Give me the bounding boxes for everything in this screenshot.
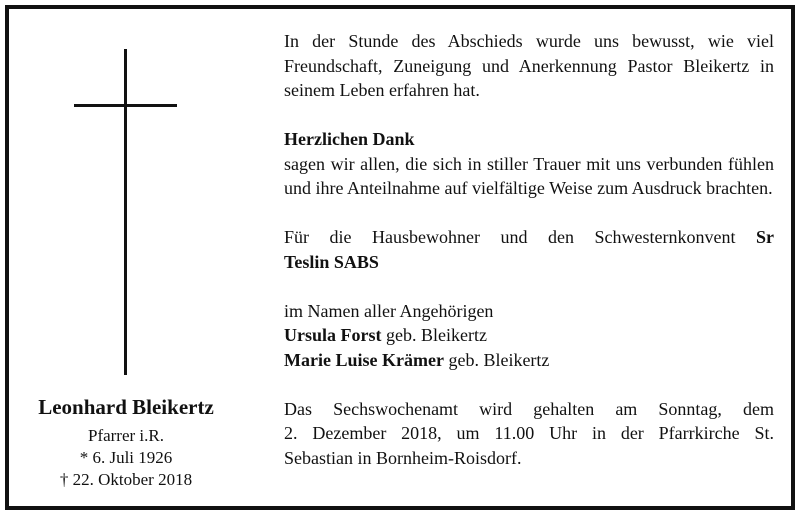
cross-symbol-vertical bbox=[124, 49, 127, 375]
residents-signatory-part1: Sr bbox=[756, 227, 774, 247]
residents-text: Für die Hausbewohner und den Schwesternkonvent bbox=[284, 227, 736, 247]
deceased-info bbox=[17, 393, 235, 491]
mass-line-2: 2. Dezember 2018, um 11.00 Uhr in der Pfarrkirche St. bbox=[284, 423, 774, 443]
relative-name: Marie Luise Krämer bbox=[284, 349, 444, 370]
obituary-frame bbox=[5, 5, 795, 510]
relative-maiden-name: geb. Bleikertz bbox=[448, 349, 550, 370]
relative-entry bbox=[284, 348, 774, 373]
deceased-name: Leonhard Bleikertz bbox=[38, 395, 214, 419]
thanks-paragraph: sagen wir allen, die sich in stiller Trauer mit uns verbunden fühlen und ihre Anteilnahme auf vielfältige Weise zum Ausdruck brachten. bbox=[284, 153, 774, 198]
relative-entry bbox=[284, 323, 774, 348]
death-date: † 22. Oktober 2018 bbox=[59, 470, 193, 489]
residents-line bbox=[284, 225, 774, 250]
cross-symbol-horizontal bbox=[74, 104, 177, 107]
relative-maiden-name: geb. Bleikertz bbox=[386, 325, 487, 345]
residents-signatory-part2: Teslin SABS bbox=[284, 251, 379, 272]
birth-date: * 6. Juli 1926 bbox=[79, 448, 173, 467]
relative-name: Ursula Forst bbox=[284, 325, 382, 345]
mass-line-3: Sebastian in Bornheim-Roisdorf. bbox=[284, 447, 522, 468]
deceased-title: Pfarrer i.R. bbox=[87, 426, 164, 445]
mass-line-1: Das Sechswochenamt wird gehalten am Sonntag, dem bbox=[284, 398, 774, 419]
message-column bbox=[284, 29, 774, 470]
thanks-heading: Herzlichen Dank bbox=[284, 129, 415, 149]
intro-paragraph: In der Stunde des Abschieds wurde uns bewusst, wie viel Freundschaft, Zuneigung und Anerkennung Pastor Bleikertz in seinem Leben erfahren hat. bbox=[284, 31, 774, 100]
relatives-intro: im Namen aller Angehörigen bbox=[284, 300, 494, 321]
